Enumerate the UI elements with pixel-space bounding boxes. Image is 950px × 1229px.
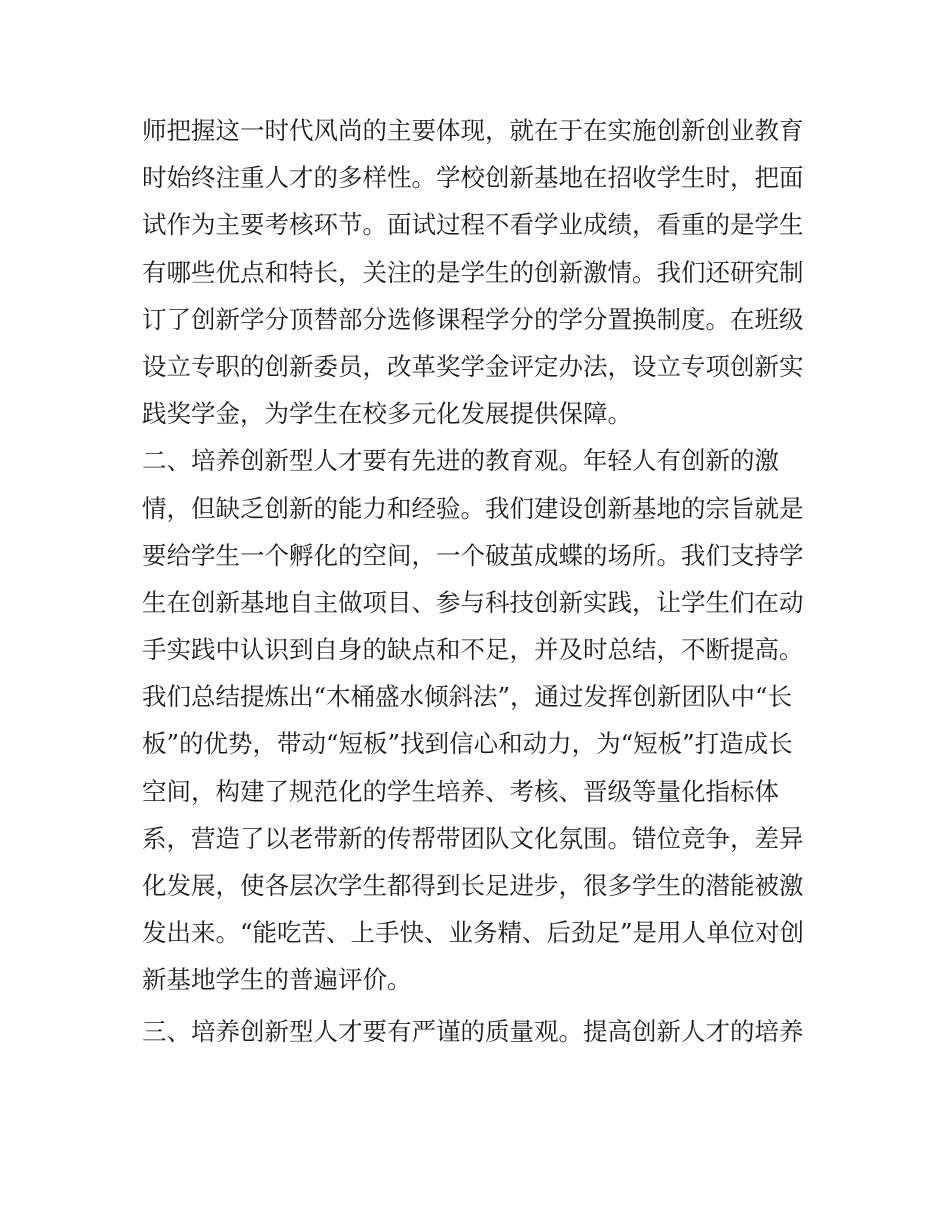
text-line: 要给学生一个孵化的空间，一个破茧成蝶的场所。我们支持学 (142, 540, 804, 570)
section-heading-line: 三、培养创新型人才要有严谨的质量观。提高创新人才的培养 (142, 1016, 804, 1046)
text-line: 试作为主要考核环节。面试过程不看学业成绩，看重的是学生 (142, 210, 804, 240)
text-line: 生在创新基地自主做项目、参与科技创新实践，让学生们在动 (142, 587, 804, 617)
body-text (142, 107, 822, 1055)
text-line: 我们总结提炼出“木桶盛水倾斜法”，通过发挥创新团队中“长 (142, 682, 793, 712)
text-line: 空间，构建了规范化的学生培养、考核、晋级等量化指标体 (142, 776, 779, 806)
text-line: 手实践中认识到自身的缺点和不足，并及时总结，不断提高。 (142, 635, 804, 665)
text-line: 有哪些优点和特长，关注的是学生的创新激情。我们还研究制 (142, 257, 804, 287)
text-line: 板”的优势，带动“短板”找到信心和动力，为“短板”打造成长 (142, 729, 793, 759)
text-line: 系，营造了以老带新的传帮带团队文化氛围。错位竞争，差异 (142, 823, 804, 853)
text-line: 化发展，使各层次学生都得到长足进步，很多学生的潜能被激 (142, 871, 804, 900)
text-line: 新基地学生的普遍评价。 (142, 965, 412, 995)
text-line: 践奖学金，为学生在校多元化发展提供保障。 (142, 399, 632, 429)
section-heading-line: 二、培养创新型人才要有先进的教育观。年轻人有创新的激 (142, 446, 779, 476)
text-line: 情，但缺乏创新的能力和经验。我们建设创新基地的宗旨就是 (142, 493, 804, 523)
text-line: 时始终注重人才的多样性。学校创新基地在招收学生时，把面 (142, 163, 804, 193)
text-line: 发出来。“能吃苦、上手快、业务精、后劲足”是用人单位对创 (142, 918, 805, 948)
text-line: 师把握这一时代风尚的主要体现，就在于在实施创新创业教育 (142, 116, 804, 145)
text-line: 订了创新学分顶替部分选修课程学分的学分置换制度。在班级 (142, 304, 804, 334)
text-line: 设立专职的创新委员，改革奖学金评定办法，设立专项创新实 (142, 351, 804, 381)
